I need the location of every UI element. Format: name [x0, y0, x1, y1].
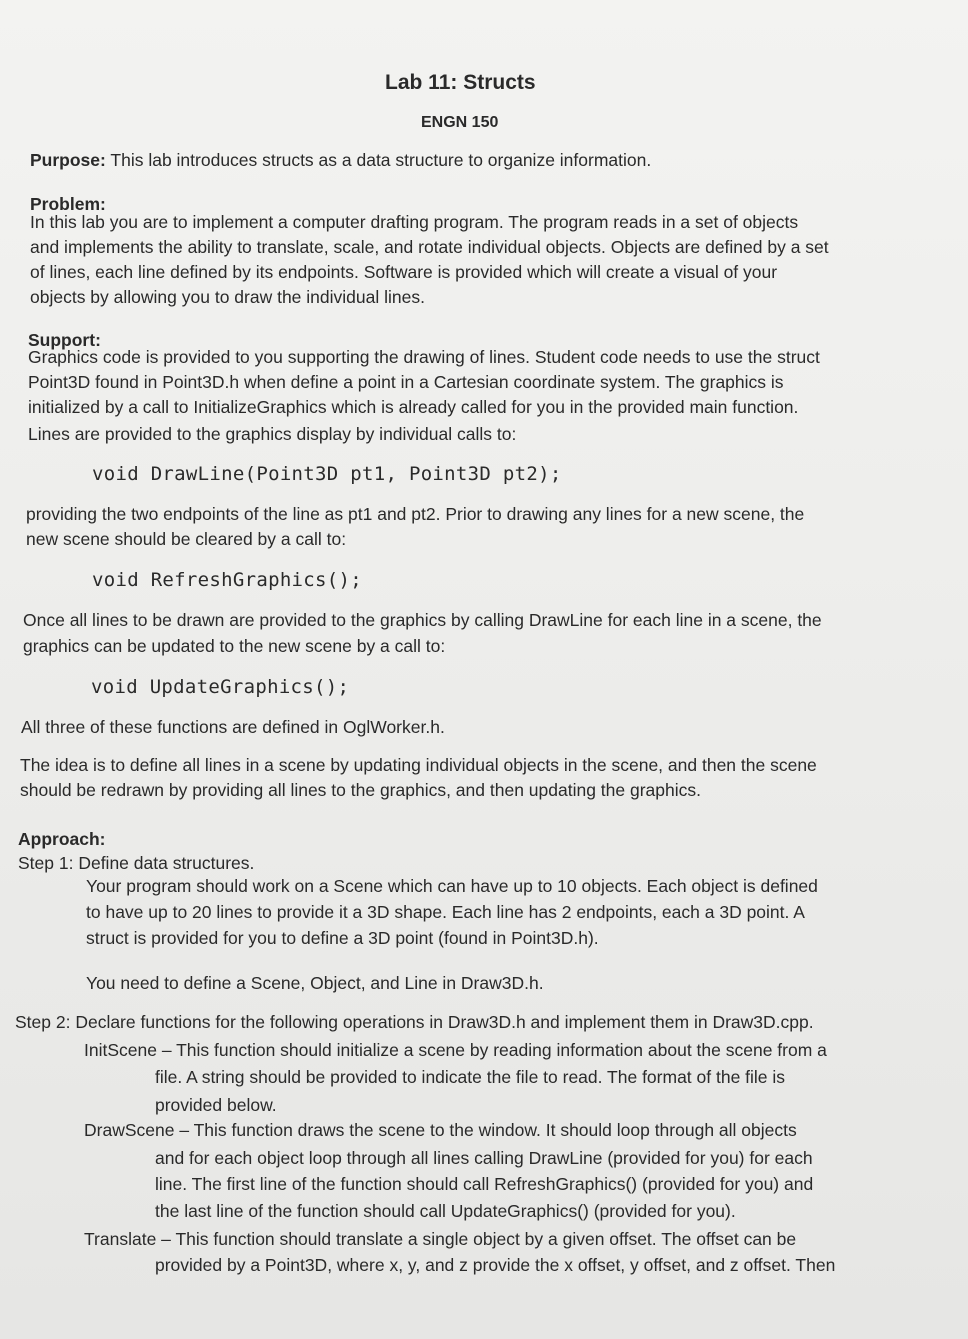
- support-line: Graphics code is provided to you supporting the drawing of lines. Student code needs to use the struct: [28, 347, 820, 367]
- support-paragraph-line: Once all lines to be drawn are provided to the graphics by calling DrawLine for each line in a scene, the: [23, 610, 822, 630]
- support-paragraph-line: graphics can be updated to the new scene by a call to:: [23, 636, 446, 656]
- support-line: Lines are provided to the graphics display by individual calls to:: [28, 424, 517, 444]
- problem-line: and implements the ability to translate, scale, and rotate individual objects. Objects are defined by a set: [30, 237, 829, 257]
- step1-line: Your program should work on a Scene which can have up to 10 objects. Each object is defined: [86, 876, 818, 896]
- support-line: Point3D found in Point3D.h when define a point in a Cartesian coordinate system. The graphics is: [28, 372, 784, 392]
- support-paragraph-line: providing the two endpoints of the line as pt1 and pt2. Prior to drawing any lines for a new scene, the: [26, 504, 805, 524]
- support-paragraph-line: The idea is to define all lines in a scene by updating individual objects in the scene, and then the scene: [20, 755, 817, 775]
- initscene-item-line: provided below.: [155, 1095, 277, 1115]
- purpose-line: [30, 152, 651, 170]
- step1-line: to have up to 20 lines to provide it a 3D shape. Each line has 2 endpoints, each a 3D point. A: [86, 902, 805, 922]
- course-code: ENGN 150: [421, 114, 499, 131]
- drawscene-item: DrawScene – This function draws the scene to the window. It should loop through all objects: [84, 1120, 797, 1140]
- support-line: initialized by a call to InitializeGraphics which is already called for you in the provided main function.: [28, 397, 799, 417]
- step1-line: You need to define a Scene, Object, and Line in Draw3D.h.: [86, 973, 544, 993]
- code-refreshgraphics: void RefreshGraphics();: [92, 569, 362, 591]
- drawscene-item-line: and for each object loop through all lines calling DrawLine (provided for you) for each: [155, 1148, 813, 1168]
- support-paragraph-line: All three of these functions are defined in OglWorker.h.: [21, 717, 445, 737]
- purpose-label: Purpose:: [30, 150, 106, 170]
- problem-line: of lines, each line defined by its endpoints. Software is provided which will create a visual of your: [30, 262, 778, 282]
- code-drawline: void DrawLine(Point3D pt1, Point3D pt2);: [92, 463, 562, 485]
- translate-item: Translate – This function should translate a single object by a given offset. The offset can be: [84, 1229, 797, 1249]
- page-title: Lab 11: Structs: [385, 71, 536, 94]
- drawscene-item-line: line. The first line of the function should call RefreshGraphics() (provided for you) and: [155, 1174, 814, 1194]
- initscene-item-line: file. A string should be provided to indicate the file to read. The format of the file is: [155, 1067, 786, 1087]
- approach-heading: Approach:: [18, 829, 106, 849]
- step1-title: Step 1: Define data structures.: [18, 853, 255, 873]
- step2-title: Step 2: Declare functions for the following operations in Draw3D.h and implement them in Draw3D.cpp.: [15, 1012, 814, 1032]
- problem-line: objects by allowing you to draw the individual lines.: [30, 287, 425, 307]
- initscene-item: InitScene – This function should initialize a scene by reading information about the scene from a: [84, 1040, 827, 1060]
- code-updategraphics: void UpdateGraphics();: [91, 676, 350, 698]
- support-heading: Support:: [28, 330, 101, 350]
- problem-line: In this lab you are to implement a computer drafting program. The program reads in a set of objects: [30, 212, 799, 232]
- support-paragraph-line: should be redrawn by providing all lines to the graphics, and then updating the graphics.: [20, 780, 701, 800]
- step1-line: struct is provided for you to define a 3D point (found in Point3D.h).: [86, 928, 599, 948]
- purpose-text: This lab introduces structs as a data structure to organize information.: [105, 150, 652, 170]
- problem-heading: Problem:: [30, 194, 106, 214]
- drawscene-item-line: the last line of the function should call UpdateGraphics() (provided for you).: [155, 1201, 736, 1221]
- support-paragraph-line: new scene should be cleared by a call to:: [26, 529, 347, 549]
- translate-item-line: provided by a Point3D, where x, y, and z provide the x offset, y offset, and z offset. Then: [155, 1255, 836, 1275]
